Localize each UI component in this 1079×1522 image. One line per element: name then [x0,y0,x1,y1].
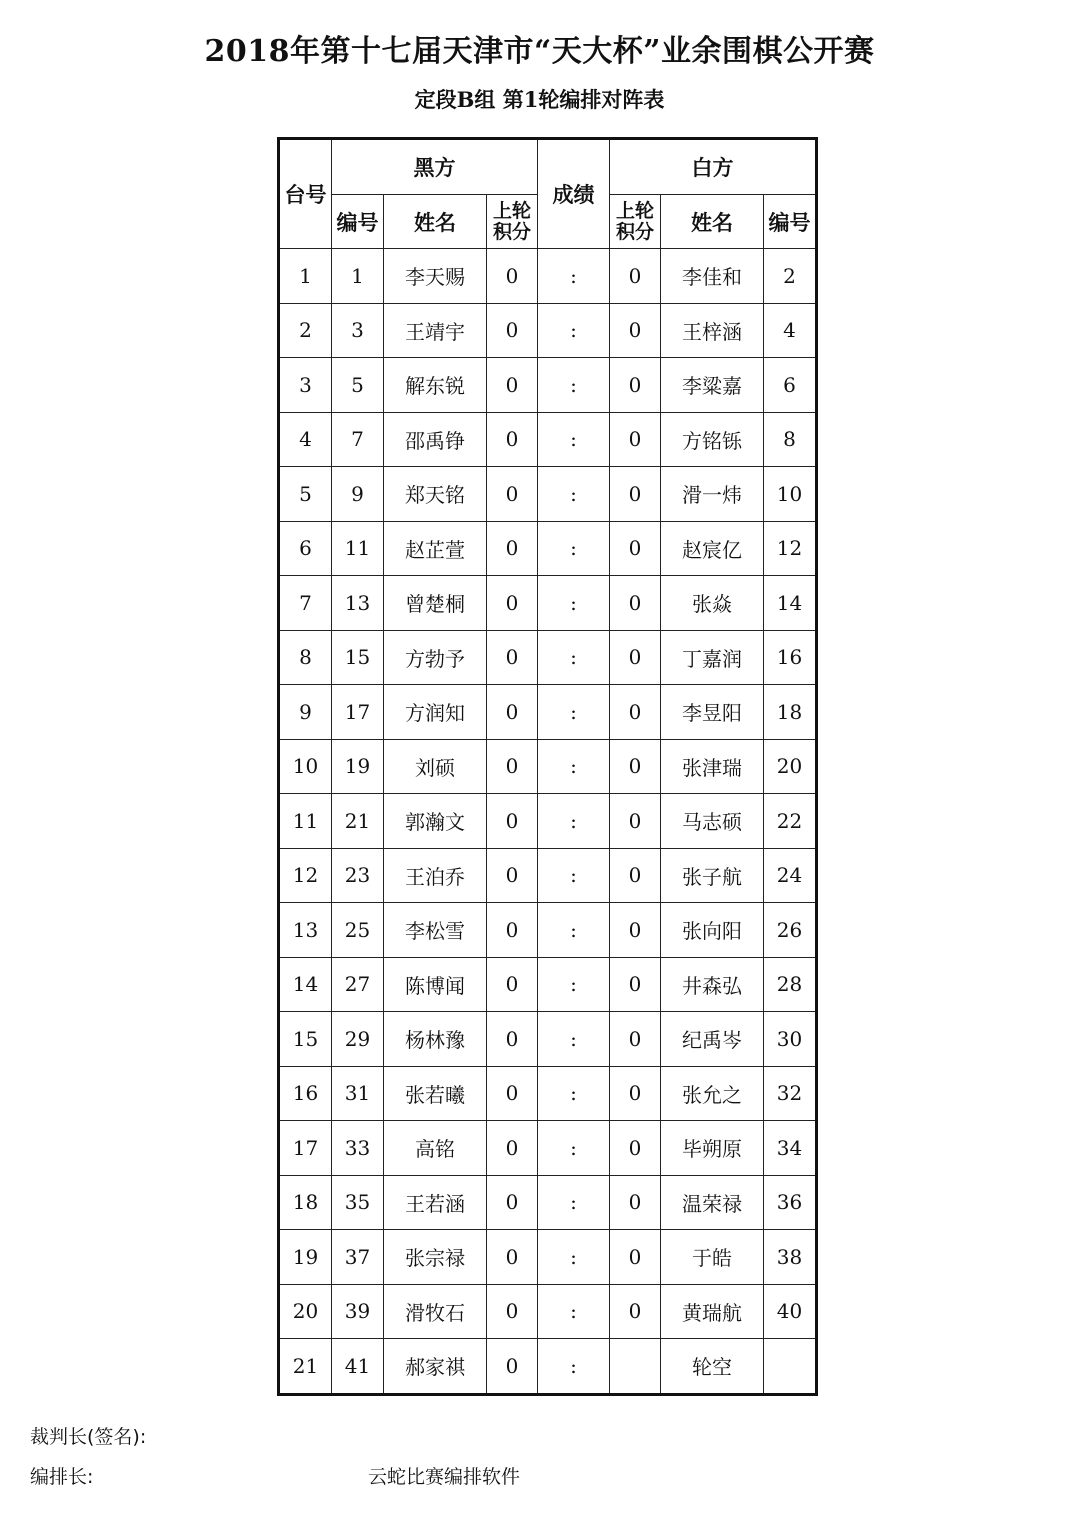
cell-black-id: 35 [332,1175,384,1230]
cell-black-name: 王泊乔 [384,848,487,903]
cell-white-name: 张向阳 [661,903,764,958]
table-row [279,1339,817,1395]
cell-black-name: 郭瀚文 [384,794,487,849]
table-row [279,739,817,794]
cell-white-name: 方铭铄 [661,412,764,467]
cell-black-name: 王靖宇 [384,303,487,358]
cell-white-id: 10 [764,467,817,522]
table-row [279,848,817,903]
cell-white-id: 18 [764,685,817,740]
cell-result: : [538,1284,610,1339]
pairing-table [277,137,818,1396]
cell-white-name: 毕朔原 [661,1121,764,1176]
cell-black-prev-score: 0 [487,412,538,467]
cell-black-prev-score: 0 [487,303,538,358]
cell-black-id: 27 [332,957,384,1012]
cell-black-name: 陈博闻 [384,957,487,1012]
table-row [279,358,817,413]
cell-table-no: 19 [279,1230,332,1285]
cell-white-prev-score: 0 [610,1284,661,1339]
cell-black-name: 杨林豫 [384,1012,487,1067]
cell-white-name: 赵宸亿 [661,521,764,576]
cell-black-name: 方勃予 [384,630,487,685]
table-row [279,794,817,849]
table-row [279,412,817,467]
header-black-id: 编号 [332,195,384,249]
cell-result: : [538,848,610,903]
cell-white-prev-score: 0 [610,1121,661,1176]
cell-table-no: 9 [279,685,332,740]
cell-result: : [538,739,610,794]
cell-result: : [538,903,610,958]
cell-black-name: 高铭 [384,1121,487,1176]
cell-black-id: 19 [332,739,384,794]
cell-black-prev-score: 0 [487,903,538,958]
table-row [279,1121,817,1176]
cell-white-name: 温荣禄 [661,1175,764,1230]
cell-black-prev-score: 0 [487,848,538,903]
cell-black-prev-score: 0 [487,1284,538,1339]
header-black-prev-score: 上轮 积分 [487,195,538,249]
cell-black-id: 3 [332,303,384,358]
table-row [279,957,817,1012]
cell-white-prev-score: 0 [610,576,661,631]
cell-table-no: 8 [279,630,332,685]
cell-white-name: 黄瑞航 [661,1284,764,1339]
cell-result: : [538,957,610,1012]
cell-black-prev-score: 0 [487,249,538,304]
cell-white-prev-score: 0 [610,630,661,685]
cell-black-prev-score: 0 [487,1012,538,1067]
cell-white-id: 8 [764,412,817,467]
table-row [279,1012,817,1067]
cell-black-prev-score: 0 [487,739,538,794]
cell-result: : [538,467,610,522]
cell-white-name: 马志硕 [661,794,764,849]
table-row [279,576,817,631]
cell-white-prev-score: 0 [610,412,661,467]
cell-white-prev-score: 0 [610,1175,661,1230]
header-white: 白方 [610,139,817,195]
cell-black-prev-score: 0 [487,576,538,631]
header-white-name: 姓名 [661,195,764,249]
cell-result: : [538,1230,610,1285]
cell-black-id: 23 [332,848,384,903]
cell-white-id: 40 [764,1284,817,1339]
table-row [279,1284,817,1339]
cell-white-id: 22 [764,794,817,849]
cell-result: : [538,685,610,740]
cell-white-name: 张津瑞 [661,739,764,794]
cell-black-id: 33 [332,1121,384,1176]
table-row [279,1175,817,1230]
cell-white-name: 滑一炜 [661,467,764,522]
cell-white-id: 36 [764,1175,817,1230]
cell-white-prev-score: 0 [610,957,661,1012]
cell-white-prev-score: 0 [610,1230,661,1285]
cell-black-id: 5 [332,358,384,413]
table-row [279,1230,817,1285]
cell-result: : [538,794,610,849]
cell-result: : [538,249,610,304]
cell-white-id [764,1339,817,1395]
cell-black-name: 滑牧石 [384,1284,487,1339]
cell-white-id: 30 [764,1012,817,1067]
cell-table-no: 18 [279,1175,332,1230]
cell-black-name: 解东锐 [384,358,487,413]
header-table-no: 台号 [279,139,332,249]
cell-table-no: 6 [279,521,332,576]
document-subtitle: 定段B组 第1轮编排对阵表 [414,87,665,112]
cell-black-name: 方润知 [384,685,487,740]
cell-table-no: 13 [279,903,332,958]
cell-white-prev-score: 0 [610,249,661,304]
cell-white-name: 李昱阳 [661,685,764,740]
cell-white-name: 纪禹岑 [661,1012,764,1067]
cell-white-name: 轮空 [661,1339,764,1395]
cell-result: : [538,521,610,576]
cell-white-prev-score: 0 [610,903,661,958]
cell-white-name: 李粱嘉 [661,358,764,413]
cell-black-name: 郝家祺 [384,1339,487,1395]
cell-white-id: 4 [764,303,817,358]
cell-black-id: 39 [332,1284,384,1339]
table-row [279,521,817,576]
cell-white-id: 26 [764,903,817,958]
cell-black-id: 29 [332,1012,384,1067]
cell-white-prev-score: 0 [610,848,661,903]
pairing-table-body [279,249,817,1395]
header-black-name: 姓名 [384,195,487,249]
cell-white-name: 井森弘 [661,957,764,1012]
cell-table-no: 11 [279,794,332,849]
cell-white-prev-score [610,1339,661,1395]
cell-white-prev-score: 0 [610,1012,661,1067]
table-row [279,1066,817,1121]
cell-white-name: 王梓涵 [661,303,764,358]
cell-black-prev-score: 0 [487,358,538,413]
cell-white-id: 32 [764,1066,817,1121]
cell-white-name: 李佳和 [661,249,764,304]
cell-white-id: 38 [764,1230,817,1285]
table-row [279,249,817,304]
table-row [279,467,817,522]
cell-black-prev-score: 0 [487,630,538,685]
cell-white-id: 16 [764,630,817,685]
cell-table-no: 17 [279,1121,332,1176]
header-black: 黑方 [332,139,538,195]
cell-table-no: 2 [279,303,332,358]
cell-white-prev-score: 0 [610,794,661,849]
pairing-table-container [277,137,818,1396]
cell-black-id: 37 [332,1230,384,1285]
cell-result: : [538,412,610,467]
cell-table-no: 1 [279,249,332,304]
cell-white-name: 张允之 [661,1066,764,1121]
cell-black-prev-score: 0 [487,1339,538,1395]
cell-black-name: 张若曦 [384,1066,487,1121]
cell-table-no: 5 [279,467,332,522]
scheduler-label: 编排长: [30,1466,94,1488]
cell-result: : [538,1121,610,1176]
table-row [279,630,817,685]
cell-table-no: 14 [279,957,332,1012]
cell-result: : [538,1339,610,1395]
cell-black-name: 张宗禄 [384,1230,487,1285]
header-row-1 [279,139,817,195]
table-row [279,685,817,740]
cell-table-no: 12 [279,848,332,903]
cell-white-name: 丁嘉润 [661,630,764,685]
cell-white-prev-score: 0 [610,358,661,413]
header-result: 成绩 [538,139,610,249]
cell-white-id: 2 [764,249,817,304]
chief-referee-label: 裁判长(签名): [30,1426,147,1448]
cell-white-prev-score: 0 [610,467,661,522]
header-white-id: 编号 [764,195,817,249]
table-row [279,303,817,358]
cell-black-id: 11 [332,521,384,576]
cell-table-no: 21 [279,1339,332,1395]
cell-black-name: 赵芷萱 [384,521,487,576]
cell-white-id: 14 [764,576,817,631]
cell-result: : [538,576,610,631]
cell-result: : [538,1012,610,1067]
cell-black-id: 1 [332,249,384,304]
cell-white-name: 于皓 [661,1230,764,1285]
cell-black-prev-score: 0 [487,794,538,849]
cell-result: : [538,1066,610,1121]
cell-black-id: 7 [332,412,384,467]
cell-result: : [538,303,610,358]
cell-black-id: 13 [332,576,384,631]
cell-result: : [538,358,610,413]
cell-black-name: 刘硕 [384,739,487,794]
cell-black-prev-score: 0 [487,1066,538,1121]
cell-black-prev-score: 0 [487,521,538,576]
cell-black-name: 李天赐 [384,249,487,304]
cell-black-prev-score: 0 [487,1230,538,1285]
cell-white-id: 34 [764,1121,817,1176]
cell-table-no: 15 [279,1012,332,1067]
cell-white-id: 28 [764,957,817,1012]
cell-black-name: 邵禹铮 [384,412,487,467]
cell-white-prev-score: 0 [610,685,661,740]
cell-black-prev-score: 0 [487,957,538,1012]
cell-black-id: 25 [332,903,384,958]
cell-black-name: 李松雪 [384,903,487,958]
table-row [279,903,817,958]
cell-black-id: 31 [332,1066,384,1121]
cell-black-prev-score: 0 [487,1175,538,1230]
cell-black-prev-score: 0 [487,685,538,740]
cell-table-no: 7 [279,576,332,631]
cell-black-prev-score: 0 [487,1121,538,1176]
cell-table-no: 10 [279,739,332,794]
document-title: 2018年第十七届天津市“天大杯”业余围棋公开赛 [204,34,875,69]
cell-black-name: 郑天铭 [384,467,487,522]
cell-table-no: 16 [279,1066,332,1121]
header-white-prev-score: 上轮 积分 [610,195,661,249]
cell-white-id: 12 [764,521,817,576]
cell-black-prev-score: 0 [487,467,538,522]
cell-white-name: 张子航 [661,848,764,903]
cell-white-prev-score: 0 [610,1066,661,1121]
cell-table-no: 20 [279,1284,332,1339]
cell-black-id: 21 [332,794,384,849]
cell-table-no: 3 [279,358,332,413]
cell-black-id: 17 [332,685,384,740]
cell-table-no: 4 [279,412,332,467]
cell-black-name: 王若涵 [384,1175,487,1230]
cell-result: : [538,630,610,685]
cell-white-prev-score: 0 [610,739,661,794]
software-credit: 云蛇比赛编排软件 [368,1466,521,1488]
cell-black-id: 41 [332,1339,384,1395]
cell-result: : [538,1175,610,1230]
cell-white-prev-score: 0 [610,521,661,576]
cell-white-name: 张焱 [661,576,764,631]
cell-white-id: 24 [764,848,817,903]
cell-black-id: 15 [332,630,384,685]
cell-black-id: 9 [332,467,384,522]
cell-white-prev-score: 0 [610,303,661,358]
cell-white-id: 20 [764,739,817,794]
cell-black-name: 曾楚桐 [384,576,487,631]
cell-white-id: 6 [764,358,817,413]
